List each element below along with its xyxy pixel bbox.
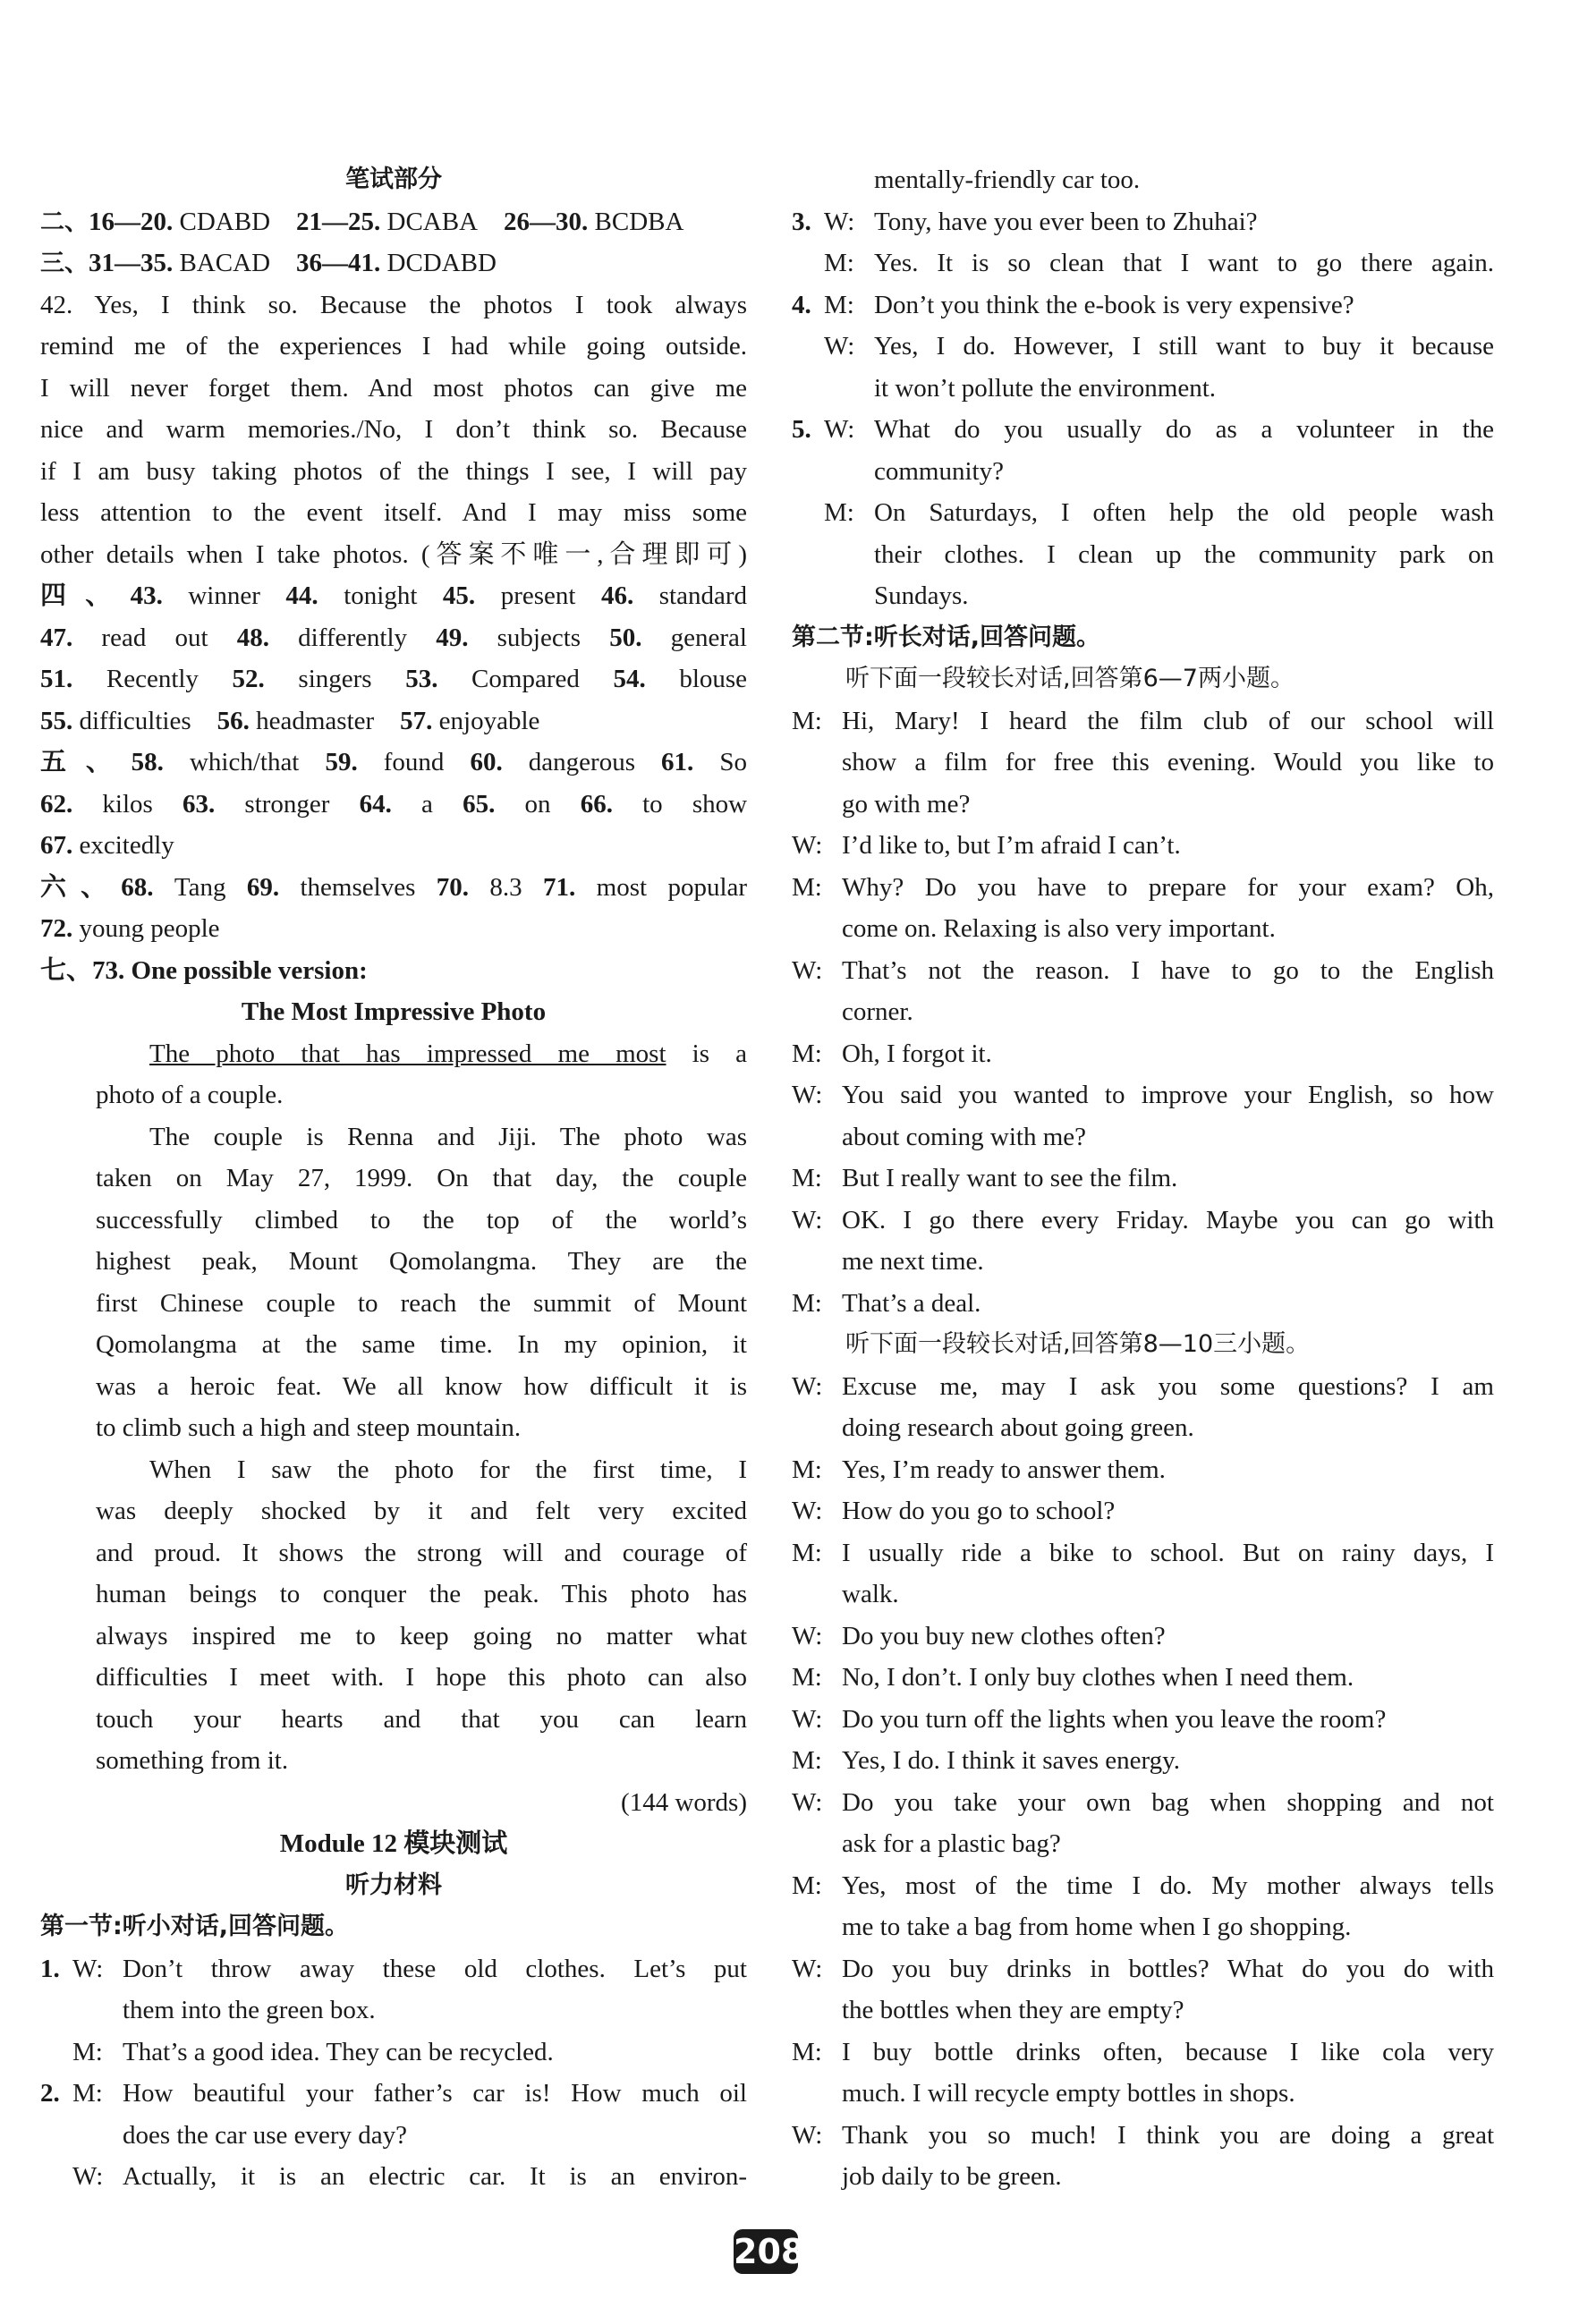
section-1-title: 第一节:听小对话,回答问题。: [40, 1913, 350, 1940]
dialog-2: [792, 1366, 1494, 2198]
answer-row: 47. read out 48. differently 49. subjects 50. general: [40, 623, 747, 652]
right-column: [792, 159, 1494, 2198]
question-4: 4. M: Don’t you think the e-book is very expensive? W: Yes, I do. However, I still want to buy it because it won’t pollute the environment.: [792, 290, 1494, 403]
dialog-line: about coming with me?: [842, 1122, 1087, 1151]
question-5: 5. W: What do you usually do as a volunteer in the community? M: On Saturdays, I often help the old people wash their clothes. I clean up the community park on Sundays.: [792, 415, 1494, 610]
question-1: 1. W: Don’t throw away these old clothes. Let’s put them into the green box. M: That’s a good idea. They can be recycled.: [40, 1954, 747, 2066]
dialog-line: M: Oh, I forgot it.: [792, 1039, 992, 1068]
answer-row: 六、68. Tang 69. themselves 70. 8.3 71. most popular: [40, 872, 748, 902]
dialog-line: doing research about going green.: [842, 1413, 1194, 1442]
dialog-line: the bottles when they are empty?: [842, 1996, 1184, 2024]
section-7-heading: 七、73. One possible version:: [40, 955, 368, 985]
dialog-line: W: You said you wanted to improve your English, so how: [792, 1081, 1494, 1109]
answer-row: 67. excitedly: [40, 831, 174, 860]
dialog-line: W: Do you buy drinks in bottles? What do you do with: [792, 1954, 1494, 1983]
dialog-intro-2: 听下面一段较长对话,回答第8—10三小题。: [845, 1330, 1311, 1358]
dialog-intro-1: 听下面一段较长对话,回答第6—7两小题。: [845, 665, 1295, 692]
answer-row: 55. difficulties 56. headmaster 57. enjoyable: [40, 706, 540, 735]
dialog-line: me next time.: [842, 1247, 984, 1276]
dialog-line: W: That’s not the reason. I have to go to the English: [792, 955, 1494, 985]
dialog-line: M: Hi, Mary! I heard the film club of our school will: [792, 706, 1494, 735]
dialog-line: much. I will recycle empty bottles in shops.: [842, 2079, 1295, 2108]
answer-row: 五、58. which/that 59. found 60. dangerous 61. So: [40, 748, 747, 776]
answer-row: 72. young people: [40, 914, 220, 943]
answer-row: 62. kilos 63. stronger 64. a 65. on 66. to show: [40, 789, 748, 819]
section-2-title: 第二节:听长对话,回答问题。: [792, 623, 1101, 651]
answer-row: 四、43. winner 44. tonight 45. present 46. standard: [40, 581, 747, 610]
dialog-line: W: Do you buy new clothes often?: [792, 1621, 1166, 1650]
answers-section-3: 三、31—35. BACAD 36—41. DCDABD: [40, 249, 497, 277]
essay-title: The Most Impressive Photo: [241, 997, 547, 1026]
answer-row: 51. Recently 52. singers 53. Compared 54. blouse: [40, 665, 748, 693]
listening-title: 听力材料: [345, 1871, 442, 1899]
continued-line: mentally-friendly car too.: [874, 165, 1141, 194]
dialog-1: [792, 700, 1494, 1325]
page-number: 208: [734, 2229, 798, 2274]
word-count: (144 words): [621, 1787, 747, 1817]
answers-section-6: [40, 867, 747, 950]
dialog-line: W: How do you go to school?: [792, 1497, 1116, 1525]
dialog-line: M: No, I don’t. I only buy clothes when I need them.: [792, 1663, 1354, 1692]
section-heading: 笔试部分: [345, 165, 442, 193]
dialog-line: M: That’s a deal.: [792, 1288, 981, 1318]
dialog-line: W: Excuse me, may I ask you some questions? I am: [792, 1371, 1494, 1401]
dialog-line: corner.: [842, 997, 913, 1026]
dialog-line: W: Thank you so much! I think you are doing a great: [792, 2120, 1494, 2150]
question-2: 2. M: How beautiful your father’s car is! How much oil does the car use every day? W: Actually, it is an electric car. It is an environ-: [40, 2079, 747, 2191]
dialog-line: M: But I really want to see the film.: [792, 1164, 1178, 1192]
dialog-line: M: Yes, most of the time I do. My mother always tells: [792, 1871, 1494, 1900]
dialog-line: me to take a bag from home when I go shopping.: [842, 1913, 1352, 1941]
module-title: Module 12 模块测试: [279, 1829, 508, 1858]
dialog-line: W: Do you take your own bag when shopping and not: [792, 1787, 1494, 1817]
essay-body: The photo that has impressed me most is a photo of a couple. The couple is Renna and Jiji. The photo was taken on May 27, 1999. On that day, the couple successfully climbed to the top of the world’s highest peak, Mount Qomolangma. They are the first Chinese couple to reach the summit of Mount Qomolangma at the same time. In my opinion, it was a heroic feat. We all know how difficult it is to climb such a high and steep mountain. When I saw the photo for the first time, I was deeply shocked by it and felt very excited and proud. It shows the strong will and courage of human beings to conquer the peak. This photo has always inspired me to keep going no matter what difficulties I meet with. I hope this photo can also touch your hearts and that you can learn something from it. (144 words): [40, 1033, 747, 1824]
left-column: [40, 159, 747, 2198]
dialog-line: ask for a plastic bag?: [842, 1829, 1061, 1858]
dialog-line: W: Do you turn off the lights when you leave the room?: [792, 1704, 1387, 1734]
answers-section-4: [40, 575, 747, 742]
dialog-line: M: I buy bottle drinks often, because I like cola very: [792, 2037, 1494, 2066]
answers-section-5: [40, 742, 747, 867]
question-3: 3. W: Tony, have you ever been to Zhuhai? M: Yes. It is so clean that I want to go there again.: [792, 207, 1494, 277]
dialog-line: walk.: [842, 1580, 899, 1608]
dialog-line: M: Yes, I do. I think it saves energy.: [792, 1746, 1181, 1775]
dialog-line: job daily to be green.: [842, 2162, 1062, 2191]
dialog-line: M: Why? Do you have to prepare for your exam? Oh,: [792, 872, 1494, 902]
dialog-line: M: Yes, I’m ready to answer them.: [792, 1455, 1166, 1484]
dialog-line: W: I’d like to, but I’m afraid I can’t.: [792, 831, 1181, 860]
answer-42: 42. Yes, I think so. Because the photos I took always remind me of the experiences I had while going outside. I will never forget them. And most photos can give me nice and warm memories./No, I don’t think so. Because if I am busy taking photos of the things I see, I will pay less attention to the event itself. And I may miss some other details when I take photos. (答案不唯一,合理即可): [40, 290, 747, 569]
dialog-line: go with me?: [842, 789, 971, 819]
dialog-line: W: OK. I go there every Friday. Maybe you can go with: [792, 1205, 1494, 1234]
dialog-line: show a film for free this evening. Would you like to: [842, 748, 1494, 776]
answers-section-2: 二、16—20. CDABD 21—25. DCABA 26—30. BCDBA: [40, 207, 684, 236]
dialog-line: come on. Relaxing is also very important.: [842, 914, 1276, 943]
dialog-line: M: I usually ride a bike to school. But on rainy days, I: [792, 1538, 1494, 1567]
